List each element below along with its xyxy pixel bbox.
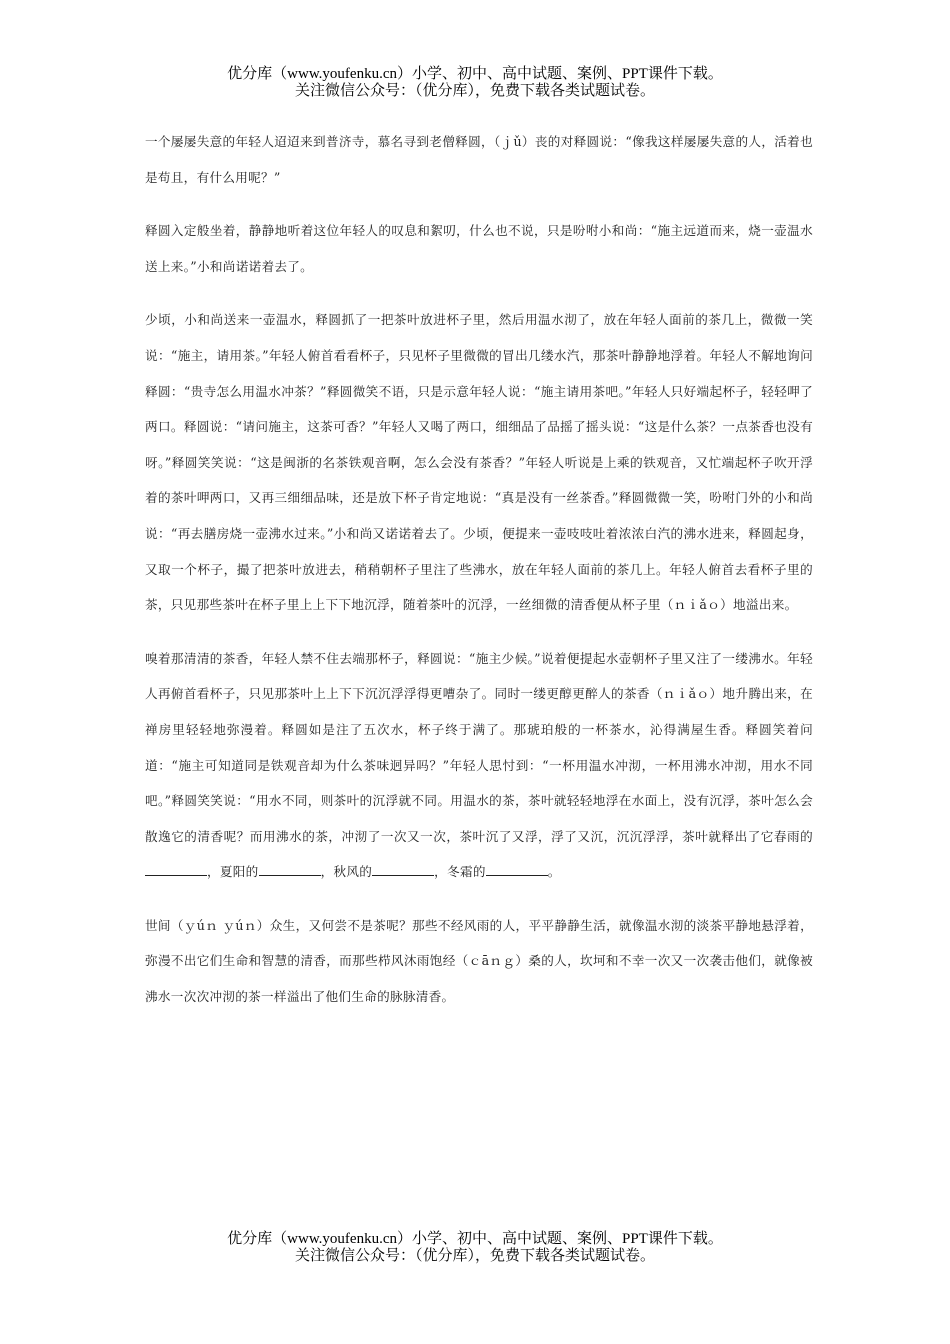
fill-blank-summer-sun[interactable] xyxy=(259,861,321,876)
page-header xyxy=(0,66,950,100)
article-body xyxy=(145,124,813,1033)
paragraph-4-end: 。 xyxy=(547,864,561,880)
paragraph-1: 一个屡屡失意的年轻人迢迢来到普济寺，慕名寻到老僧释圆，（ｊǔ）丧的对释圆说：“像我这样屡屡失意的人，活着也是苟且，有什么用呢？” xyxy=(145,134,813,185)
footer-line-2: 关注微信公众号：（优分库），免费下载各类试题试卷。 xyxy=(294,1248,655,1264)
header-line-1: 优分库（www.youfenku.cn）小学、初中、高中试题、案例、PPT课件下载。 xyxy=(227,66,723,82)
paragraph-4-sep-3: ，冬霜的 xyxy=(434,864,486,880)
paragraph-4-text: 嗅着那清清的茶香，年轻人禁不住去端那杯子，释圆说：“施主少候。”说着便提起水壶朝杯子里又注了一缕沸水。年轻人再俯首看杯子，只见那茶叶上上下下沉沉浮浮得更嘈杂了。同时一缕更醇更醉人的茶香（ｎｉǎｏ）地升腾出来，在禅房里轻轻地弥漫着。释圆如是注了五次水，杯子终于满了。那琥珀般的一杯茶水，沁得满屋生香。释圆笑着问道：“施主可知道同是铁观音却为什么茶味迥异吗？”年轻人思忖到：“一杯用温水冲沏，一杯用沸水冲沏，用水不同吧。”释圆笑笑说：“用水不同，则茶叶的沉浮就不同。用温水的茶，茶叶就轻轻地浮在水面上，没有沉浮，茶叶怎么会散逸它的清香呢？而用沸水的茶，冲沏了一次又一次，茶叶沉了又浮，浮了又沉，沉沉浮浮，茶叶就释出了它春雨的 xyxy=(145,650,813,844)
paragraph-4-sep-1: ，夏阳的 xyxy=(207,864,259,880)
paragraph-4-sep-2: ，秋风的 xyxy=(320,864,373,880)
header-line-2: 关注微信公众号：（优分库），免费下载各类试题试卷。 xyxy=(294,83,655,99)
fill-blank-winter-frost[interactable] xyxy=(486,861,548,876)
page-footer xyxy=(0,1231,950,1265)
paragraph-2: 释圆入定般坐着，静静地听着这位年轻人的叹息和絮叨，什么也不说，只是吩咐小和尚：“施主远道而来，烧一壶温水送上来。”小和尚诺诺着去了。 xyxy=(145,223,813,274)
paragraph-3: 少顷，小和尚送来一壶温水，释圆抓了一把茶叶放进杯子里，然后用温水沏了，放在年轻人面前的茶几上，微微一笑说：“施主，请用茶。”年轻人俯首看看杯子，只见杯子里微微的冒出几缕水汽，那茶叶静静地浮着。年轻人不解地询问释圆：“贵寺怎么用温水冲茶？”释圆微笑不语，只是示意年轻人说：“施主请用茶吧。”年轻人只好端起杯子，轻轻呷了两口。释圆说：“请问施主，这茶可香？”年轻人又喝了两口，细细品了品摇了摇头说：“这是什么茶？一点茶香也没有呀。”释圆笑笑说：“这是闽浙的名茶铁观音啊，怎么会没有茶香？”年轻人听说是上乘的铁观音，又忙端起杯子吹开浮着的茶叶呷两口，又再三细细品味，还是放下杯子肯定地说：“真是没有一丝茶香。”释圆微微一笑，吩咐门外的小和尚说：“再去膳房烧一壶沸水过来。”小和尚又诺诺着去了。少顷，便提来一壶吱吱吐着浓浓白汽的沸水进来，释圆起身，又取一个杯子，撮了把茶叶放进去，稍稍朝杯子里注了些沸水，放在年轻人面前的茶几上。年轻人俯首去看杯子里的茶，只见那些茶叶在杯子里上上下下地沉浮，随着茶叶的沉浮，一丝细微的清香便从杯子里（ｎｉǎｏ）地溢出来。 xyxy=(145,312,813,613)
paragraph-4 xyxy=(145,641,813,890)
fill-blank-spring-rain[interactable] xyxy=(145,861,207,876)
footer-line-1: 优分库（www.youfenku.cn）小学、初中、高中试题、案例、PPT课件下载。 xyxy=(227,1231,723,1247)
paragraph-5: 世间（ｙúｎ ｙúｎ）众生，又何尝不是茶呢？那些不经风雨的人，平平静静生活，就像温水沏的淡茶平静地悬浮着，弥漫不出它们生命和智慧的清香，而那些栉风沐雨饱经（ｃāｎｇ）桑的人，坎坷和不幸一次又一次袭击他们，就像被沸水一次次冲沏的茶一样溢出了他们生命的脉脉清香。 xyxy=(145,917,813,1005)
fill-blank-autumn-wind[interactable] xyxy=(372,861,434,876)
